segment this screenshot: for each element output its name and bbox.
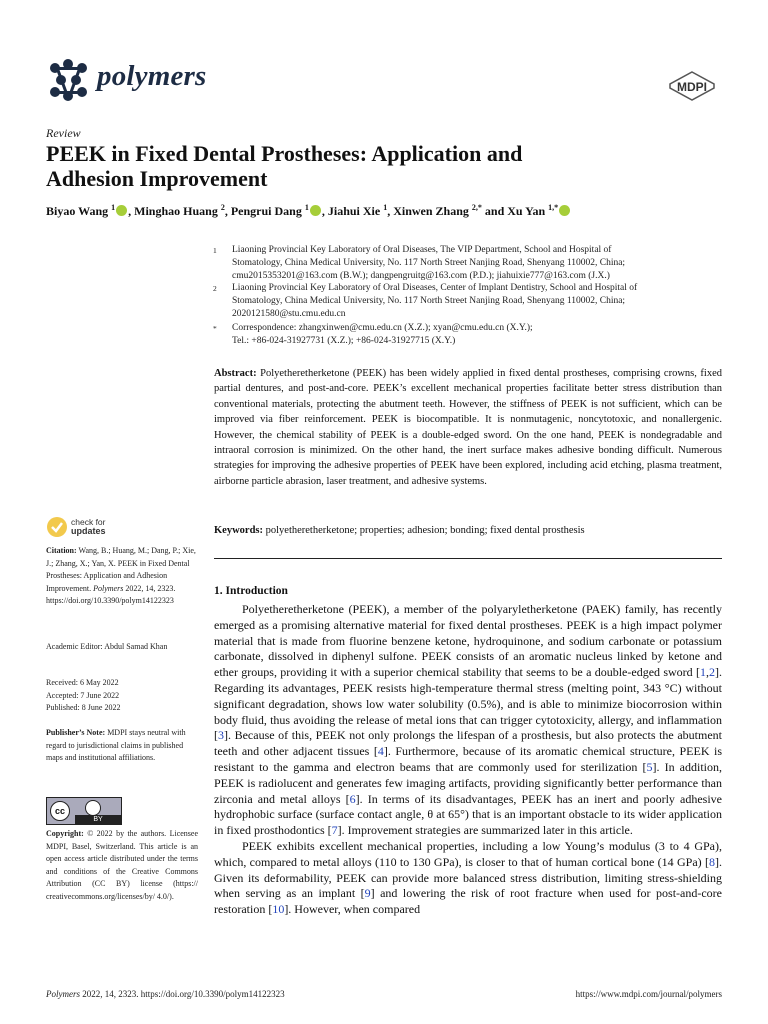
article-type: Review [46,126,81,140]
keywords [214,525,722,536]
copyright-block [46,828,198,903]
citation-journal: Polymers [93,583,124,593]
affiliation-text [232,244,722,283]
affiliation-number: 1 [213,246,217,255]
footer-journal: Polymers [46,989,80,999]
editor-label: Academic Editor: [46,642,103,651]
abstract-text: Polyetheretherketone (PEEK) has been widely applied in fixed dental prostheses, comprising crowns, fixed partial dentures, and post-and-core. PEEK’s excellent mechanical properties facilitate better stress distribution than conventional materials, protecting the abutment teeth. However, the stiffness of PEEK is not sufficient, which can be improved via fiber reinforcement. PEEK is biocompatible. It is nonmutagenic, noncytotoxic, and nonallergenic. However, the chemical stability of PEEK is a double-edged sword. On the one hand, PEEK is nondegradable and intraoral corrosion is minimized. On the other hand, the inert surface makes adhesive bonding difficult. Numerous strategies for improving the adhesive properties of PEEK have been explored, including acid etching, plasma treatment, airborne particle abrasion, laser treatment, and adhesive systems. [214,368,723,487]
author-list: Biyao Wang $^1$ , Minghao Huang $^2$, Pengrui Dang $^1$ , Jiahui Xie $^1$, Xinwen Zhang $^{2,*}$ and Xu Yan $^{1,*}$ [46,203,726,219]
reference-link[interactable]: 10 [272,902,285,917]
author-name[interactable]: Biyao Wang $^1$ [46,204,128,218]
affiliation-line: Liaoning Provincial Key Laboratory of Oral Diseases, Center of Implant Dentistry, School and Hospital of [232,283,638,293]
published-date: Published: 8 June 2022 [46,703,121,712]
reference-link[interactable]: 8 [709,854,715,869]
author-name[interactable]: Xinwen Zhang $^{2,*}$ [393,203,482,218]
keywords-label: Keywords: [214,525,263,536]
footer-details[interactable]: 2022, 14, 2323. https://doi.org/10.3390/polym14122323 [82,989,285,999]
orcid-icon[interactable] [116,205,127,216]
affiliation-number: 2 [213,284,217,293]
reference-link[interactable]: 2 [709,665,715,680]
keywords-text: polyetheretherketone; properties; adhesion; bonding; fixed dental prosthesis [265,525,585,536]
section-heading: 1. Introduction [214,585,288,597]
citation-block [46,545,198,608]
abstract [214,366,722,489]
check-for-updates-button[interactable] [46,516,106,538]
copyright-label: Copyright: [46,829,84,838]
affiliation-line: Correspondence: zhangxinwen@cmu.edu.cn (X.Z.); xyan@cmu.edu.cn (X.Y.); [232,323,533,333]
academic-editor [46,641,198,654]
check-text-1: check for [71,517,106,527]
reference-link[interactable]: 1 [700,665,706,680]
author-affiliation-marker: 1 [304,203,309,212]
author-affiliation-marker: 2 [220,203,225,212]
affiliation-line: Tel.: +86-024-31927731 (X.Z.); +86-024-31927715 (X.Y.) [232,336,456,346]
author-affiliation-marker: 1 [383,203,388,212]
title-line-2: Adhesion Improvement [46,166,268,191]
affiliation-line: Liaoning Provincial Key Laboratory of Oral Diseases, The VIP Department, School and Hospital of [232,245,612,255]
citation-label: Citation: [46,546,77,555]
copyright-text: © 2022 by the authors. Licensee MDPI, Basel, Switzerland. This article is an open access article distributed under the terms and conditions of the Creative Commons Attribution (CC BY) license (https:// creativecommons.org/licenses/by/ 4.0/). [46,829,199,901]
affiliations [0,244,768,354]
footer-citation [46,989,285,999]
affiliation-line: 2020121580@stu.cmu.edu.cn [232,309,346,319]
citation-text: Wang, B.; Huang, M.; Dang, P.; Xie, J.; Zhang, X.; Yan, X. PEEK in Fixed Dental Prostheses: Application and Adhesion Improvement. [46,546,196,593]
by-label: BY [75,815,121,824]
title-line-1: PEEK in Fixed Dental Prostheses: Application and [46,141,523,166]
reference-link[interactable]: 3 [218,728,224,743]
received-date: Received: 6 May 2022 [46,678,119,687]
affiliation-number: * [213,324,217,333]
note-label: Publisher’s Note: [46,728,106,737]
affiliation-line: cmu2015353201@163.com (B.W.); dangpengruitg@163.com (P.D.); jiahuixie777@163.com (J.X.) [232,271,610,281]
section-divider [214,558,722,559]
introduction-body [214,602,722,918]
journal-name: polymers [97,60,207,92]
orcid-icon[interactable] [310,205,321,216]
publisher-note [46,727,198,765]
affiliation-line: Stomatology, China Medical University, No. 117 North Street Nanjing Road, Shenyang 110002, China; [232,258,626,268]
reference-link[interactable]: 7 [331,823,338,838]
reference-link[interactable]: 6 [349,791,356,806]
intro-paragraph-2: PEEK exhibits excellent mechanical properties, including a low Young’s modulus (3 to 4 GPa), which, compared to metal alloys (110 to 130 GPa), is closer to that of human cortical bone (14 GPa) [8]. Given its deformability, PEEK can provide more balanced stress distribution, limiting stress-shielding when serving as an implant [9] and lowering the risk of root fracture when used for post-and-core restoration [10]. However, when compared [214,838,722,917]
citation-details[interactable]: 2022, 14, 2323. https://doi.org/10.3390/polym14122323 [46,583,176,605]
author-name[interactable]: Pengrui Dang $^1$ [231,204,322,218]
affiliation-text [232,322,722,348]
author-affiliation-marker: 2,* [471,203,482,212]
dates-block [46,677,198,715]
reference-link[interactable]: 9 [364,886,371,901]
article-title [46,141,686,191]
author-name[interactable]: Minghao Huang $^2$ [134,203,225,218]
author-affiliation-marker: 1,* [548,203,559,212]
reference-link[interactable]: 4 [377,744,384,759]
intro-paragraph-1: Polyetheretherketone (PEEK), a member of the polyaryletherketone (PAEK) family, has recently emerged as a promising alternative material for fixed dental prostheses. PEEK is a high impact polymer material that is made from fluorine benzene ketone, hydroquinone, and sodium carbonate or potassium carbonate, dissolved in diphenyl sulfone. PEEK consists of an aromatic nucleus linked by ketone and ether groups, providing it with a superior chemical stability that seems to be a double-edged sword [1,2]. Regarding its advantages, PEEK resists high-temperature thermal stress (melting point, 343 °C) without significant degradation, shows low water solubility (0.5%), and is able to minimize biocorrosion within body fluid, thus avoiding the release of metal ions that can trigger cytotoxicity, allergy, and inflammation [3]. Because of this, PEEK not only prolongs the lifespan of a prosthesis, but also protects the abutment teeth and other adjacent tissues [4]. Furthermore, because of its aromatic chemical structure, PEEK is resistant to the gamma and electron beams that are commonly used for sterilization [5]. In addition, PEEK is radiolucent and generates few imaging artifacts, providing significantly better performance than zirconia and metal alloys [6]. In terms of its disadvantages, PEEK has an inert and poorly adhesive hydrophobic surface (surface contact angle, θ at 65°) that is an important obstacle to its wider application in fixed prosthodontics [7]. Improvement strategies are summarized later in this article. [214,602,723,838]
person-icon [85,800,101,816]
cc-icon: cc [50,801,70,821]
affiliation-line: Stomatology, China Medical University, No. 117 North Street Nanjing Road, Shenyang 110002, China; [232,296,626,306]
orcid-icon[interactable] [559,205,570,216]
reference-link[interactable]: 5 [646,759,653,774]
check-text-2: updates [71,526,106,536]
cc-by-license-icon[interactable] [46,797,122,825]
note-text: MDPI stays neutral with regard to jurisdictional claims in published maps and institutional affiliations. [46,728,186,762]
affiliation-text [232,282,722,321]
mdpi-logo-icon [666,70,718,102]
author-name[interactable]: Xu Yan $^{1,*}$ [507,204,571,218]
mdpi-label: MDPI [677,80,707,94]
editor-name: Abdul Samad Khan [104,642,168,651]
check-updates-icon [46,516,68,538]
abstract-label: Abstract: [214,368,257,379]
footer-url[interactable]: https://www.mdpi.com/journal/polymers [575,989,722,999]
author-name[interactable]: Jiahui Xie $^1$ [327,203,388,218]
author-affiliation-marker: 1 [111,203,116,212]
accepted-date: Accepted: 7 June 2022 [46,690,120,700]
